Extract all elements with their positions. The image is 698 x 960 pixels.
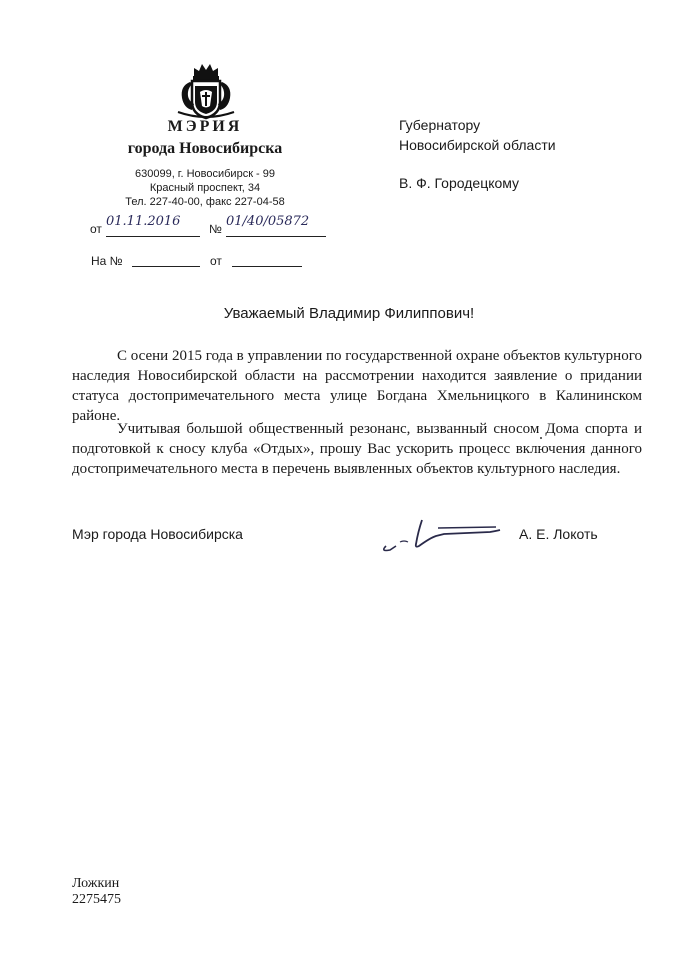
- executor-phone: 2275475: [72, 892, 121, 907]
- outgoing-date-value: 01.11.2016: [106, 214, 200, 237]
- org-phone-line: Тел. 227-40-00, факс 227-04-58: [125, 196, 285, 208]
- org-city-name: города Новосибирска: [127, 140, 283, 157]
- coat-of-arms-icon: [172, 62, 240, 120]
- executor-name: Ложкин: [72, 876, 120, 891]
- outgoing-number-label: №: [209, 222, 222, 236]
- incoming-number-label: На №: [91, 254, 123, 268]
- incoming-number-blank: [132, 266, 200, 267]
- body-paragraph-1: С осени 2015 года в управлении по государственной охране объектов культурного наследия Новосибирской области на рассмотрении находится заявление о придании статуса достопримечательного места улице Богдана Хмельницкого в Калининском районе.: [72, 348, 642, 424]
- org-address-line: 630099, г. Новосибирск - 99: [134, 168, 276, 180]
- addressee-name: В. Ф. Городецкому: [399, 175, 520, 191]
- incoming-date-blank: [232, 266, 302, 267]
- signer-title: Мэр города Новосибирска: [72, 526, 243, 542]
- addressee-region: Новосибирской области: [399, 137, 556, 153]
- signer-name: А. Е. Локоть: [519, 526, 598, 542]
- org-title: МЭРИЯ: [167, 118, 243, 135]
- salutation: Уважаемый Владимир Филиппович!: [223, 305, 475, 322]
- outgoing-number-value: 01/40/05872: [226, 214, 326, 237]
- incoming-date-label: от: [210, 254, 222, 268]
- body-paragraph-2: Учитывая большой общественный резонанс, вызванный сносом Дома спорта и подготовкой к сносу клуба «Отдых», прошу Вас ускорить процесс включения данного достопримечательного места в перечень выявленных объектов культурного наследия.: [72, 421, 642, 477]
- scan-speck: [540, 437, 542, 439]
- org-address-street: Красный проспект, 34: [149, 182, 261, 194]
- outgoing-date-label: от: [90, 222, 102, 236]
- addressee-position: Губернатору: [399, 117, 481, 133]
- handwritten-signature-icon: [378, 512, 513, 557]
